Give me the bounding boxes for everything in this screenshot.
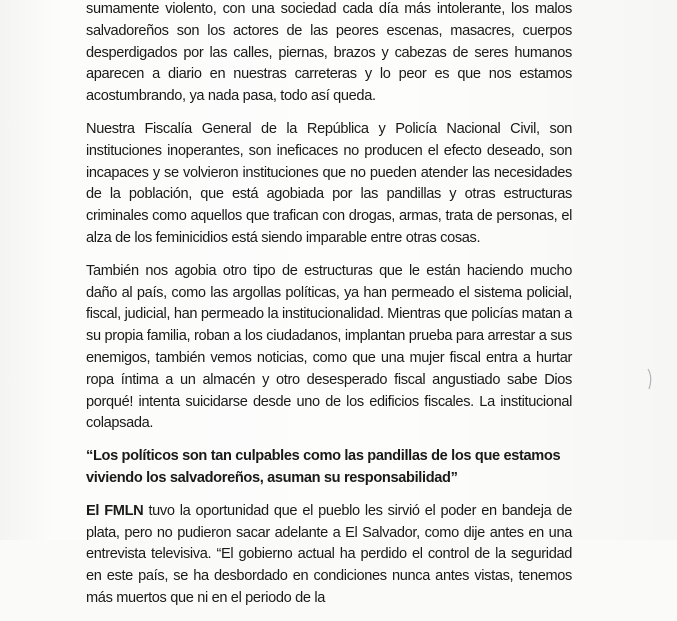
quote-heading: “Los políticos son tan culpables como las pandillas de los que estamos viviendo los salvadoreños, asuman su responsabilidad” — [86, 448, 561, 486]
paragraph-fmln — [86, 501, 572, 610]
paragraph-violence: sumamente violento, con una sociedad cada día más intolerante, los malos salvadoreños son los actores de las peores escenas, masacres, cuerpos desperdigados por las calles, piernas, brazos y cabezas de seres humanos aparecen a diario en nuestras carreteras y lo peor es que nos estamos acostumbrando, ya nada pasa, todo así queda. — [86, 1, 572, 105]
paragraph-political-structures: También nos agobia otro tipo de estructuras que le están haciendo mucho daño al país, como las argollas políticas, ya han permeado el sistema policial, fiscal, judicial, han permeado la institucionalidad. Mientras que policías matan a su propia familia, roban a los ciudadanos, implantan prueba para arrestar a sus enemigos, también vemos noticias, como que una mujer fiscal entra a hurtar ropa íntima a un almacén y otro desesperado fiscal angustiado sabe Dios porqué! intenta suicidarse desde uno de los edificios fiscales. La institucional colapsada. — [86, 262, 572, 432]
fmln-bold-lead: El FMLN — [86, 502, 144, 519]
paragraph-institutions: Nuestra Fiscalía General de la República y Policía Nacional Civil, son instituciones inoperantes, son ineficaces no producen el efecto deseado, son incapaces y se volvieron instituciones que no pueden atender las necesidades de la población, que está agobiada por las pandillas y otras estructuras criminales como aquellos que trafican con drogas, armas, trata de personas, el alza de los feminicidios está siendo imparable entre otras cosas. — [86, 120, 572, 246]
fmln-paragraph-text: tuvo la oportunidad que el pueblo les sirvió el poder en bandeja de plata, pero no pudieron sacar adelante a El Salvador, como dije antes en una entrevista televisiva. “El gobierno actual ha perdido el control de la seguridad en este país, se ha desbordado en condiciones nunca antes vistas, tenemos más muertos que ni en el periodo de la — [86, 502, 572, 606]
document-body — [86, 2, 572, 621]
margin-pencil-mark — [646, 368, 654, 390]
